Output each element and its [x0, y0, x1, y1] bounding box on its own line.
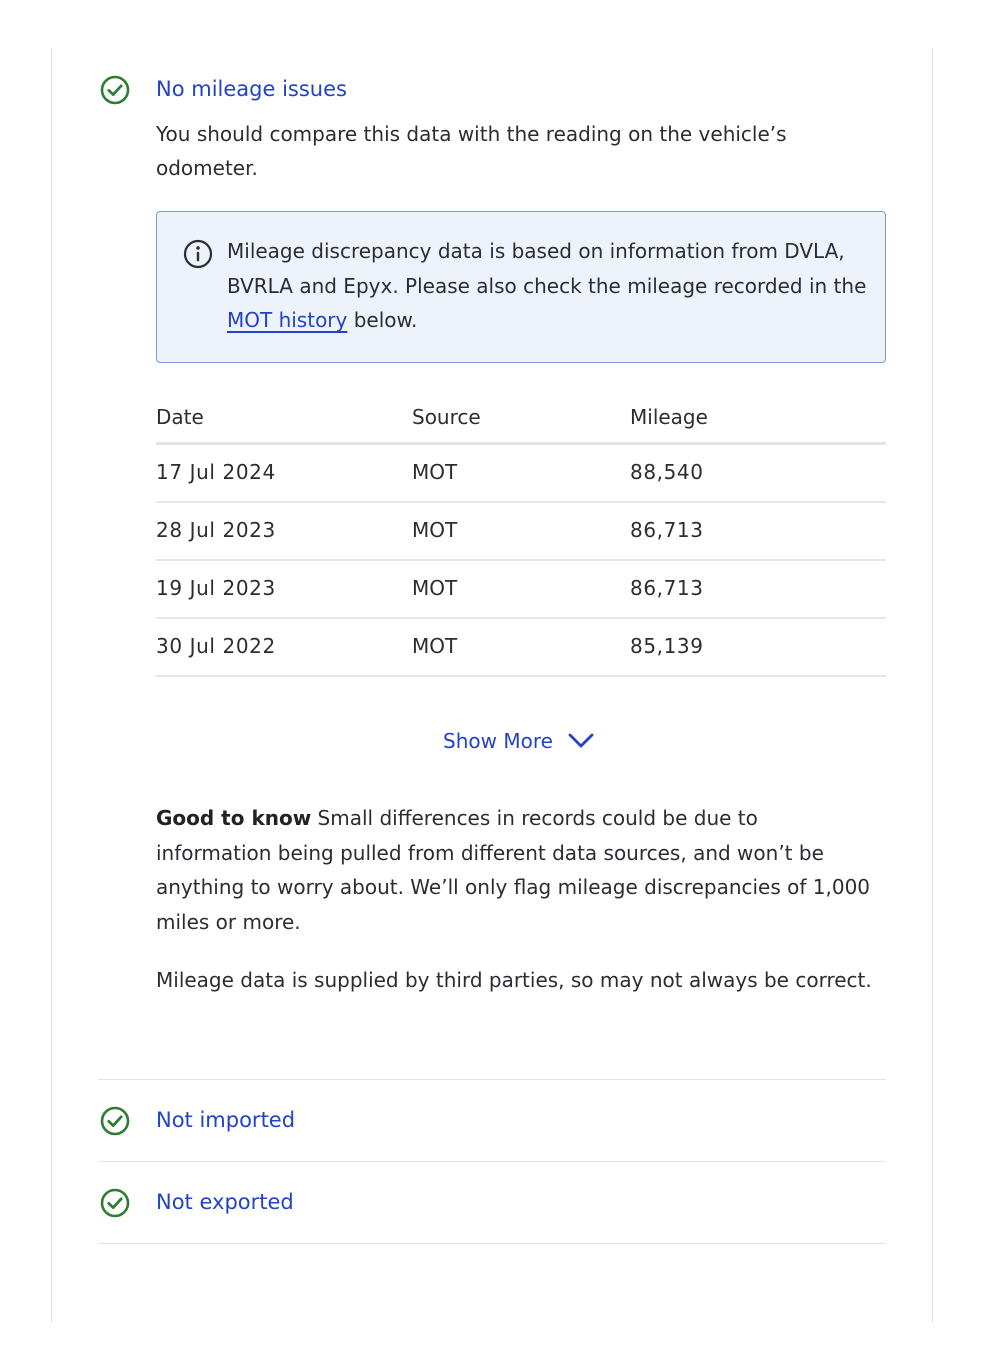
chevron-down-icon: [567, 731, 595, 751]
row-date: 30 Jul 2022: [156, 634, 276, 658]
column-header-source: Source: [412, 405, 481, 429]
row-source: MOT: [412, 518, 458, 542]
row-mileage: 85,139: [630, 634, 704, 658]
good-to-know-text: [156, 801, 876, 939]
info-callout-text: [227, 234, 867, 338]
info-text-after: below.: [347, 308, 418, 332]
mileage-intro-text: You should compare this data with the reading on the vehicle’s odometer.: [156, 122, 787, 180]
mileage-table: [156, 390, 886, 677]
table-header-row: [156, 390, 886, 445]
info-icon: [183, 239, 213, 269]
divider: [98, 1243, 886, 1244]
column-header-date: Date: [156, 405, 204, 429]
row-date: 19 Jul 2023: [156, 576, 276, 600]
row-mileage: 86,713: [630, 518, 704, 542]
table-row: [156, 561, 886, 619]
mileage-section-title[interactable]: No mileage issues: [156, 77, 347, 101]
divider: [98, 1079, 886, 1080]
info-text-before: Mileage discrepancy data is based on information from DVLA, BVRLA and Epyx. Please also check the mileage recorded in the: [227, 239, 867, 298]
row-date: 28 Jul 2023: [156, 518, 276, 542]
info-callout: [156, 211, 886, 363]
row-mileage: 88,540: [630, 460, 704, 484]
third-party-note: Mileage data is supplied by third parties, so may not always be correct.: [156, 968, 872, 992]
check-circle-icon: [100, 1106, 130, 1136]
show-more-button[interactable]: [443, 724, 595, 758]
table-row: [156, 503, 886, 561]
mot-history-link[interactable]: MOT history: [227, 308, 348, 332]
row-mileage: 86,713: [630, 576, 704, 600]
table-row: [156, 619, 886, 677]
row-source: MOT: [412, 460, 458, 484]
row-date: 17 Jul 2024: [156, 460, 276, 484]
row-source: MOT: [412, 576, 458, 600]
table-row: [156, 445, 886, 503]
check-circle-icon: [100, 75, 130, 105]
check-circle-icon: [100, 1188, 130, 1218]
row-source: MOT: [412, 634, 458, 658]
not-imported-title[interactable]: Not imported: [156, 1108, 296, 1132]
show-more-label: Show More: [443, 729, 553, 753]
column-header-mileage: Mileage: [630, 405, 708, 429]
good-to-know-body: Small differences in records could be due to information being pulled from different data sources, and won’t be anything to worry about. We’ll only flag mileage discrepancies of 1,000 miles or more.: [156, 806, 871, 934]
divider: [98, 1161, 886, 1162]
not-exported-title[interactable]: Not exported: [156, 1190, 294, 1214]
good-to-know-label: Good to know: [156, 806, 312, 830]
